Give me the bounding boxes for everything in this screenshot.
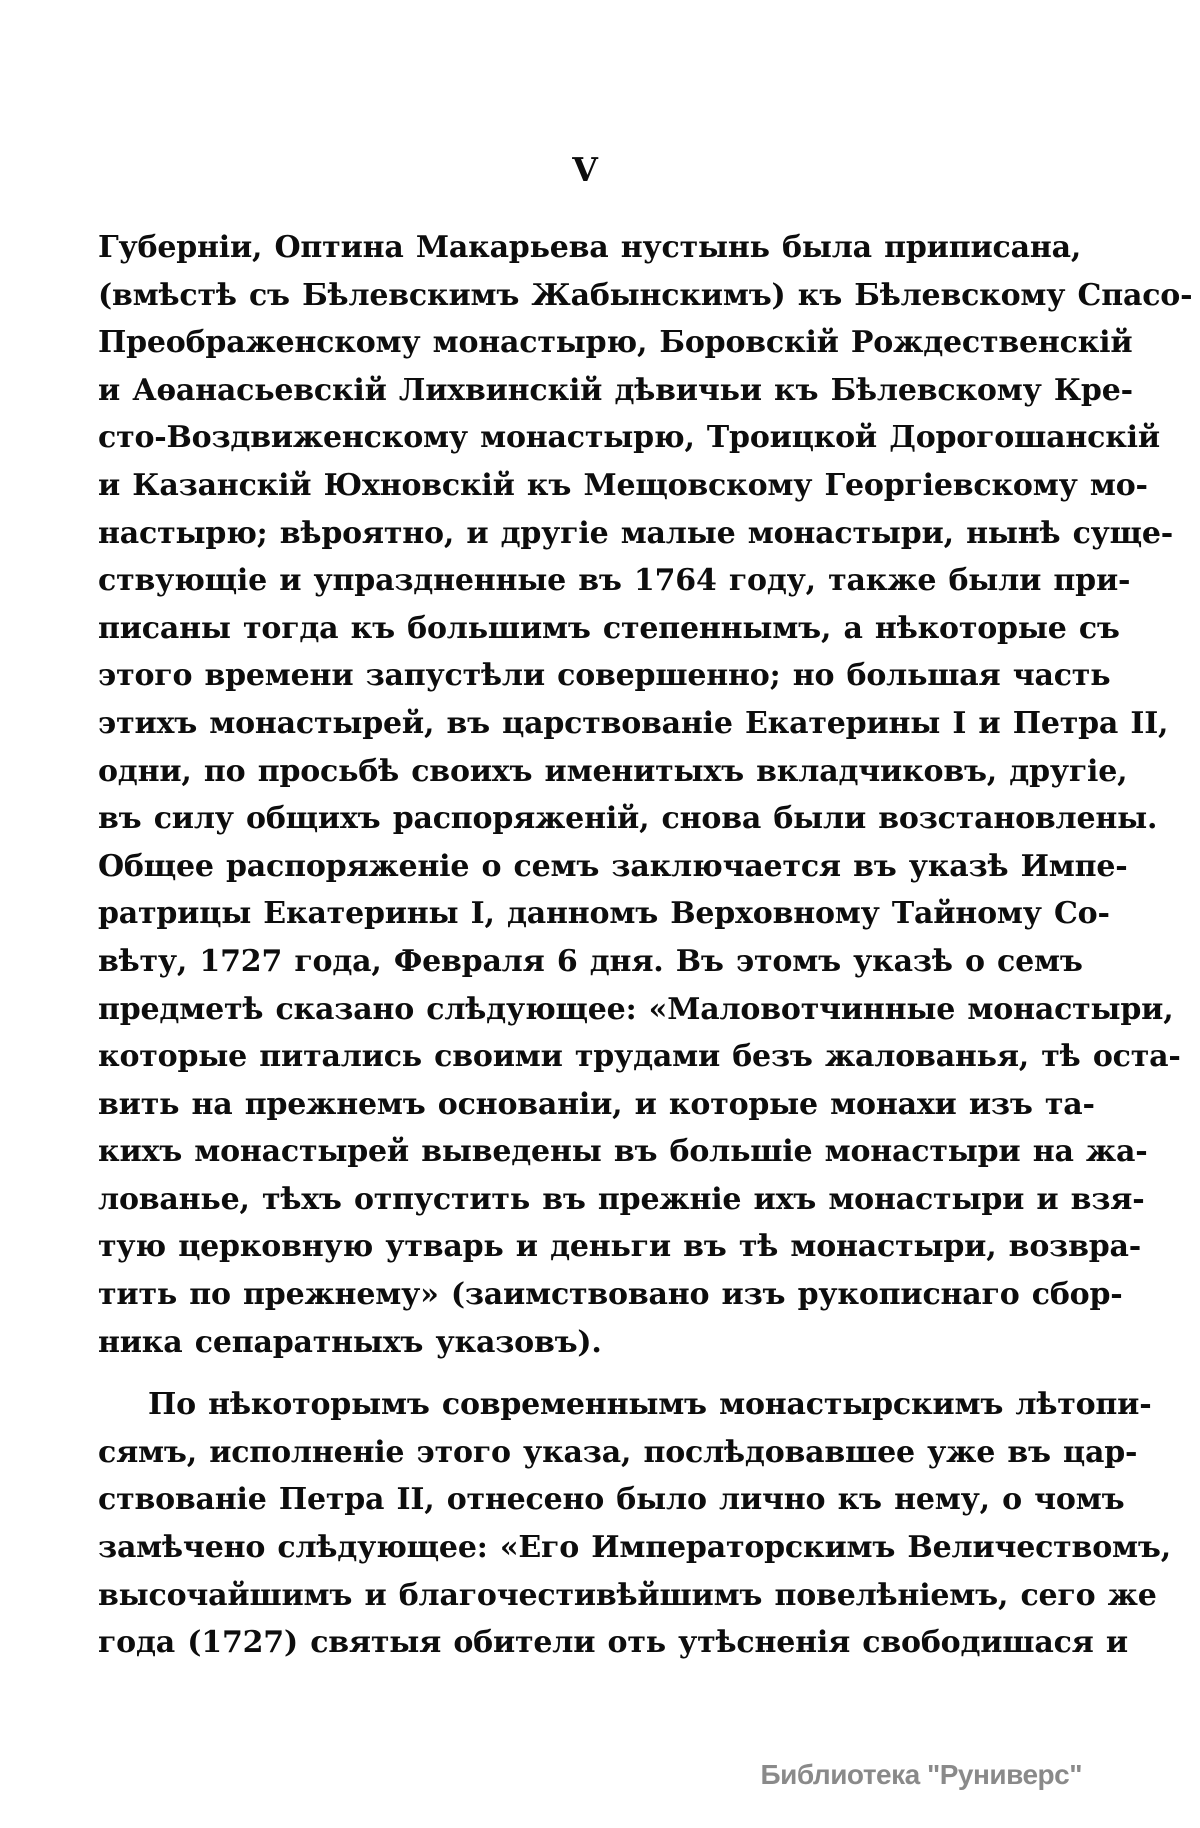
- text-line: вить на прежнемъ основаніи, и которые монахи изъ та-: [98, 1086, 1095, 1122]
- text-line: кихъ монастырей выведены въ большіе монастыри на жа-: [98, 1134, 1148, 1170]
- text-line: писаны тогда къ большимъ степеннымъ, а нѣкоторые съ: [98, 610, 1120, 646]
- text-line: предметѣ сказано слѣдующее: «Маловотчинные монастыри,: [98, 991, 1174, 1027]
- text-line: настырю; вѣроятно, и другіе малые монастыри, нынѣ суще-: [98, 515, 1174, 551]
- text-line: Губерніи, Оптина Макарьева нустынь была приписана,: [98, 230, 1082, 265]
- page-number: V: [572, 150, 599, 189]
- text-line: ратрицы Екатерины I, данномъ Верховному Тайному Со-: [98, 896, 1110, 932]
- text-line: По нѣкоторымъ современнымъ монастырскимъ лѣтопи-: [148, 1387, 1152, 1423]
- text-line: Общее распоряженіе о семъ заключается въ указѣ Импе-: [98, 848, 1128, 884]
- text-line: года (1727) святыя обители оть утѣсненія свободишася и: [98, 1625, 1128, 1661]
- paragraph: [98, 1381, 1171, 1667]
- text-line: тую церковную утварь и деньги въ тѣ монастыри, возвра-: [98, 1229, 1141, 1265]
- text-line: замѣчено слѣдующее: «Его Императорскимъ Величествомъ,: [98, 1530, 1171, 1566]
- text-line: которые питались своими трудами безъ жалованья, тѣ оста-: [98, 1039, 1181, 1075]
- text-line: и Казанскій Юхновскій къ Мещовскому Георгіевскому мо-: [98, 467, 1148, 503]
- text-line: сто-Воздвиженскому монастырю, Троицкой Дорогошанскій: [98, 420, 1160, 456]
- paragraph: [98, 224, 1193, 1366]
- text-line: въ силу общихъ распоряженій, снова были возстановлены.: [98, 801, 1158, 837]
- text-line: (вмѣстѣ съ Бѣлевскимъ Жабынскимъ) къ Бѣлевскому Спасо-: [98, 277, 1193, 313]
- text-line: высочайшимъ и благочестивѣйшимъ повелѣніемъ, сего же: [98, 1577, 1157, 1613]
- text-line: ника сепаратныхъ указовъ).: [98, 1324, 602, 1360]
- text-line: Преображенскому монастырю, Боровскій Рождественскій: [98, 325, 1133, 361]
- text-block: [98, 224, 1193, 1667]
- text-line: этихъ монастырей, въ царствованіе Екатерины I и Петра II,: [98, 705, 1169, 741]
- text-line: тить по прежнему» (заимствовано изъ рукописнаго сбор-: [98, 1277, 1123, 1313]
- text-line: лованье, тѣхъ отпустить въ прежніе ихъ монастыри и взя-: [98, 1181, 1145, 1217]
- text-line: сямъ, исполненіе этого указа, послѣдовавшее уже въ цар-: [98, 1434, 1138, 1470]
- text-line: вѣту, 1727 года, Февраля 6 дня. Въ этомъ указѣ о семъ: [98, 943, 1083, 979]
- text-line: ствованіе Петра II, отнесено было лично къ нему, о чомъ: [98, 1482, 1125, 1518]
- text-line: одни, по просьбѣ своихъ именитыхъ вкладчиковъ, другіе,: [98, 753, 1128, 789]
- text-line: этого времени запустѣли совершенно; но большая часть: [98, 658, 1111, 694]
- text-line: и Аѳанасьевскій Лихвинскій дѣвичьи къ Бѣлевскому Кре-: [98, 372, 1133, 408]
- text-line: ствующіе и упраздненные въ 1764 году, также были при-: [98, 563, 1131, 599]
- library-watermark: Библиотека "Руниверс": [760, 1759, 1082, 1790]
